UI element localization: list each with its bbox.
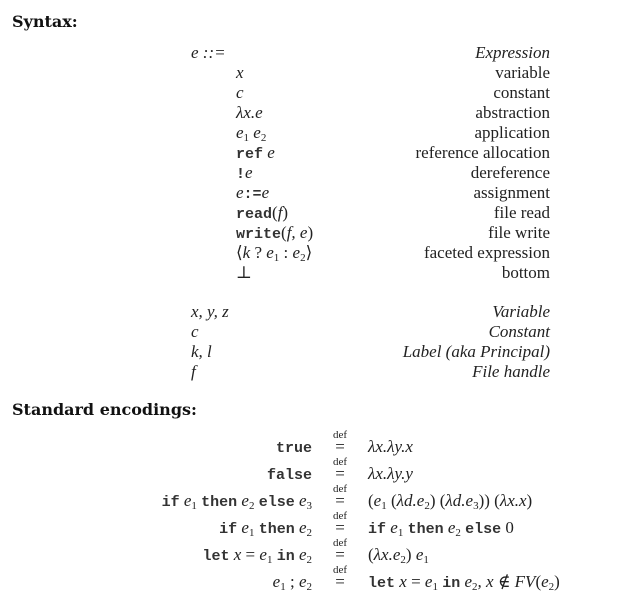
- production-variable: x: [236, 63, 244, 82]
- def-equals-symbol: def =: [332, 429, 348, 456]
- encoding-lhs-true: [276, 437, 312, 457]
- production-faceted: ⟨k ? $e_1$ : $e_2⟩$: [236, 243, 313, 264]
- production-read: read(f): [236, 203, 289, 223]
- production-constant: c: [236, 83, 244, 102]
- metavar-desc-file: File handle: [472, 362, 550, 381]
- encoding-lhs-if-then-else: if $e_1$ then $e_2$ else $e_3$: [161, 491, 312, 512]
- production-desc-deref: dereference: [470, 163, 550, 182]
- encoding-rhs-if-then-else: ($e_1$ $(\lambda d.e_2)$ $(\lambda d.e_3)$) (λx.x): [368, 491, 533, 512]
- encoding-lhs-false-text: false: [266, 467, 312, 484]
- production-desc-faceted: faceted expression: [423, 243, 550, 262]
- encoding-rhs-false: λx.λy.y: [368, 464, 413, 483]
- production-desc-variable: variable: [495, 63, 550, 82]
- def-equals-symbol: def =: [332, 456, 348, 483]
- grammar-lhs: e ::=: [191, 43, 226, 62]
- production-ref: ref e: [236, 143, 275, 163]
- metavar-desc-constant: Constant: [488, 322, 550, 341]
- metavar-variable: x, y, z: [191, 302, 229, 321]
- encoding-rhs-let: $(\lambda x.e_2)$ $e_1$: [368, 545, 429, 566]
- production-desc-assign: assignment: [473, 183, 550, 202]
- production-application: $e_1$ $e_2$: [236, 123, 267, 144]
- def-equals-symbol: def =: [332, 510, 348, 537]
- def-equals-symbol: def =: [332, 564, 348, 591]
- encoding-rhs-if-then: if $e_1$ then $e_2$ else 0: [368, 518, 514, 539]
- production-desc-application: application: [474, 123, 550, 142]
- production-assign: e:=e: [236, 183, 270, 203]
- production-desc-constant: constant: [493, 83, 550, 102]
- encoding-lhs-let: let $x = e_1$ in $e_2$: [202, 545, 312, 566]
- metavar-file: f: [191, 362, 196, 381]
- metavar-desc-label: Label (aka Principal): [402, 342, 550, 361]
- production-write: write(f, e): [236, 223, 314, 243]
- def-equals-symbol: def =: [332, 537, 348, 564]
- production-desc-write: file write: [488, 223, 550, 242]
- encodings-heading: Standard encodings:: [12, 400, 197, 419]
- metavar-label: k, l: [191, 342, 212, 361]
- production-desc-bottom: bottom: [501, 263, 550, 282]
- encoding-lhs-if-then: if $e_1$ then $e_2$: [219, 518, 312, 539]
- metavar-desc-variable: Variable: [492, 302, 550, 321]
- production-deref: !e: [236, 163, 253, 183]
- def-equals-symbol: def =: [332, 483, 348, 510]
- encoding-rhs-true: λx.λy.x: [368, 437, 413, 456]
- syntax-heading: Syntax:: [12, 12, 78, 31]
- production-desc-ref: reference allocation: [415, 143, 550, 162]
- encoding-lhs-true-text: true: [275, 440, 312, 457]
- metavar-constant: c: [191, 322, 199, 341]
- production-bottom: ⊥: [236, 263, 252, 282]
- encoding-lhs-false: [267, 464, 312, 484]
- encoding-lhs-sequence: $e_1$ ; $e_2$: [272, 572, 312, 593]
- production-desc-abstraction: abstraction: [475, 103, 550, 122]
- production-desc-read: file read: [493, 203, 550, 222]
- production-abstraction: λx.e: [236, 103, 263, 122]
- grammar-lhs-desc: Expression: [475, 43, 550, 62]
- encoding-rhs-sequence: let $x = e_1$ in $e_2$, x ∉ $FV(e_2)$: [368, 572, 560, 593]
